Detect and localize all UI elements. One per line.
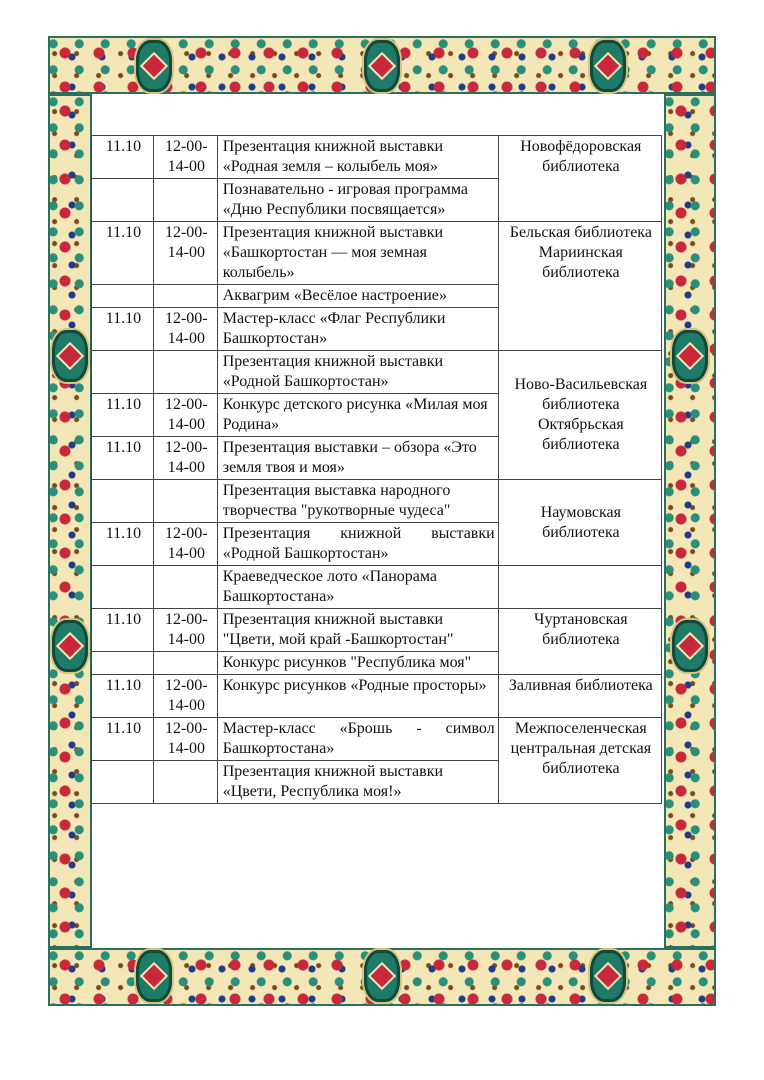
date-cell: 11.10 (92, 308, 154, 351)
time-cell (153, 285, 217, 308)
table-row (92, 351, 662, 394)
library-cell: Наумовская библиотека (498, 480, 661, 566)
event-cell: Конкурс рисунков "Республика моя" (217, 652, 498, 675)
time-cell (153, 652, 217, 675)
date-cell (92, 566, 154, 609)
time-cell: 12-00- 14-00 (153, 136, 217, 179)
event-cell: Презентация книжной выставки «Родная земля – колыбель моя» (217, 136, 498, 179)
date-cell (92, 285, 154, 308)
library-cell: Заливная библиотека (498, 675, 661, 718)
date-cell (92, 652, 154, 675)
table-row (92, 675, 662, 718)
medallion-ornament (364, 40, 400, 92)
time-cell: 12-00- 14-00 (153, 394, 217, 437)
date-cell: 11.10 (92, 675, 154, 718)
event-cell: Краеведческое лото «Панорама Башкортостана» (217, 566, 498, 609)
event-cell: Презентация книжной выставки «Родной Башкортостан» (217, 523, 498, 566)
medallion-ornament (136, 950, 172, 1002)
table-row (92, 136, 662, 179)
event-cell: Презентация выставки – обзора «Это земля твоя и моя» (217, 437, 498, 480)
medallion-ornament (590, 950, 626, 1002)
time-cell: 12-00- 14-00 (153, 609, 217, 652)
border-right (664, 94, 716, 948)
medallion-ornament (590, 40, 626, 92)
time-cell (153, 566, 217, 609)
event-cell: Презентация книжной выставки «Цвети, Республика моя!» (217, 761, 498, 804)
medallion-ornament (364, 950, 400, 1002)
library-cell: Ново-Васильевская библиотека Октябрьская библиотека (498, 351, 661, 480)
date-cell (92, 480, 154, 523)
library-cell (498, 566, 661, 609)
table-row (92, 609, 662, 652)
time-cell: 12-00- 14-00 (153, 222, 217, 285)
date-cell: 11.10 (92, 222, 154, 285)
library-cell: Новофёдоровская библиотека (498, 136, 661, 222)
medallion-ornament (52, 620, 88, 672)
time-cell (153, 480, 217, 523)
date-cell (92, 179, 154, 222)
date-cell: 11.10 (92, 718, 154, 761)
time-cell (153, 351, 217, 394)
table-row (92, 480, 662, 523)
date-cell: 11.10 (92, 523, 154, 566)
time-cell: 12-00- 14-00 (153, 718, 217, 761)
table-row (92, 222, 662, 285)
library-cell: Бельская библиотека Мариинская библиотека (498, 222, 661, 351)
time-cell (153, 179, 217, 222)
time-cell: 12-00- 14-00 (153, 675, 217, 718)
library-cell: Межпоселенческая центральная детская библиотека (498, 718, 661, 804)
table-row (92, 566, 662, 609)
date-cell: 11.10 (92, 136, 154, 179)
medallion-ornament (672, 620, 708, 672)
event-cell: Конкурс рисунков «Родные просторы» (217, 675, 498, 718)
medallion-ornament (136, 40, 172, 92)
event-cell: Презентация книжной выставки "Цвети, мой край -Башкортостан" (217, 609, 498, 652)
event-cell: Презентация книжной выставки «Родной Башкортостан» (217, 351, 498, 394)
table-row (92, 718, 662, 761)
date-cell: 11.10 (92, 609, 154, 652)
event-cell: Мастер-класс «Флаг Республики Башкортостан» (217, 308, 498, 351)
time-cell: 12-00- 14-00 (153, 523, 217, 566)
event-cell: Презентация книжной выставки «Башкортостан — моя земная колыбель» (217, 222, 498, 285)
time-cell (153, 761, 217, 804)
time-cell: 12-00- 14-00 (153, 308, 217, 351)
date-cell (92, 761, 154, 804)
event-cell: Мастер-класс «Брошь - символ Башкортостана» (217, 718, 498, 761)
date-cell: 11.10 (92, 394, 154, 437)
date-cell (92, 351, 154, 394)
border-left (48, 94, 92, 948)
event-cell: Познавательно - игровая программа «Дню Республики посвящается» (217, 179, 498, 222)
medallion-ornament (672, 330, 708, 382)
event-cell: Презентация выставка народного творчества "рукотворные чудеса" (217, 480, 498, 523)
medallion-ornament (52, 330, 88, 382)
events-table (91, 135, 662, 804)
date-cell: 11.10 (92, 437, 154, 480)
library-cell: Чуртановская библиотека (498, 609, 661, 675)
event-cell: Аквагрим «Весёлое настроение» (217, 285, 498, 308)
time-cell: 12-00- 14-00 (153, 437, 217, 480)
event-cell: Конкурс детского рисунка «Милая моя Родина» (217, 394, 498, 437)
